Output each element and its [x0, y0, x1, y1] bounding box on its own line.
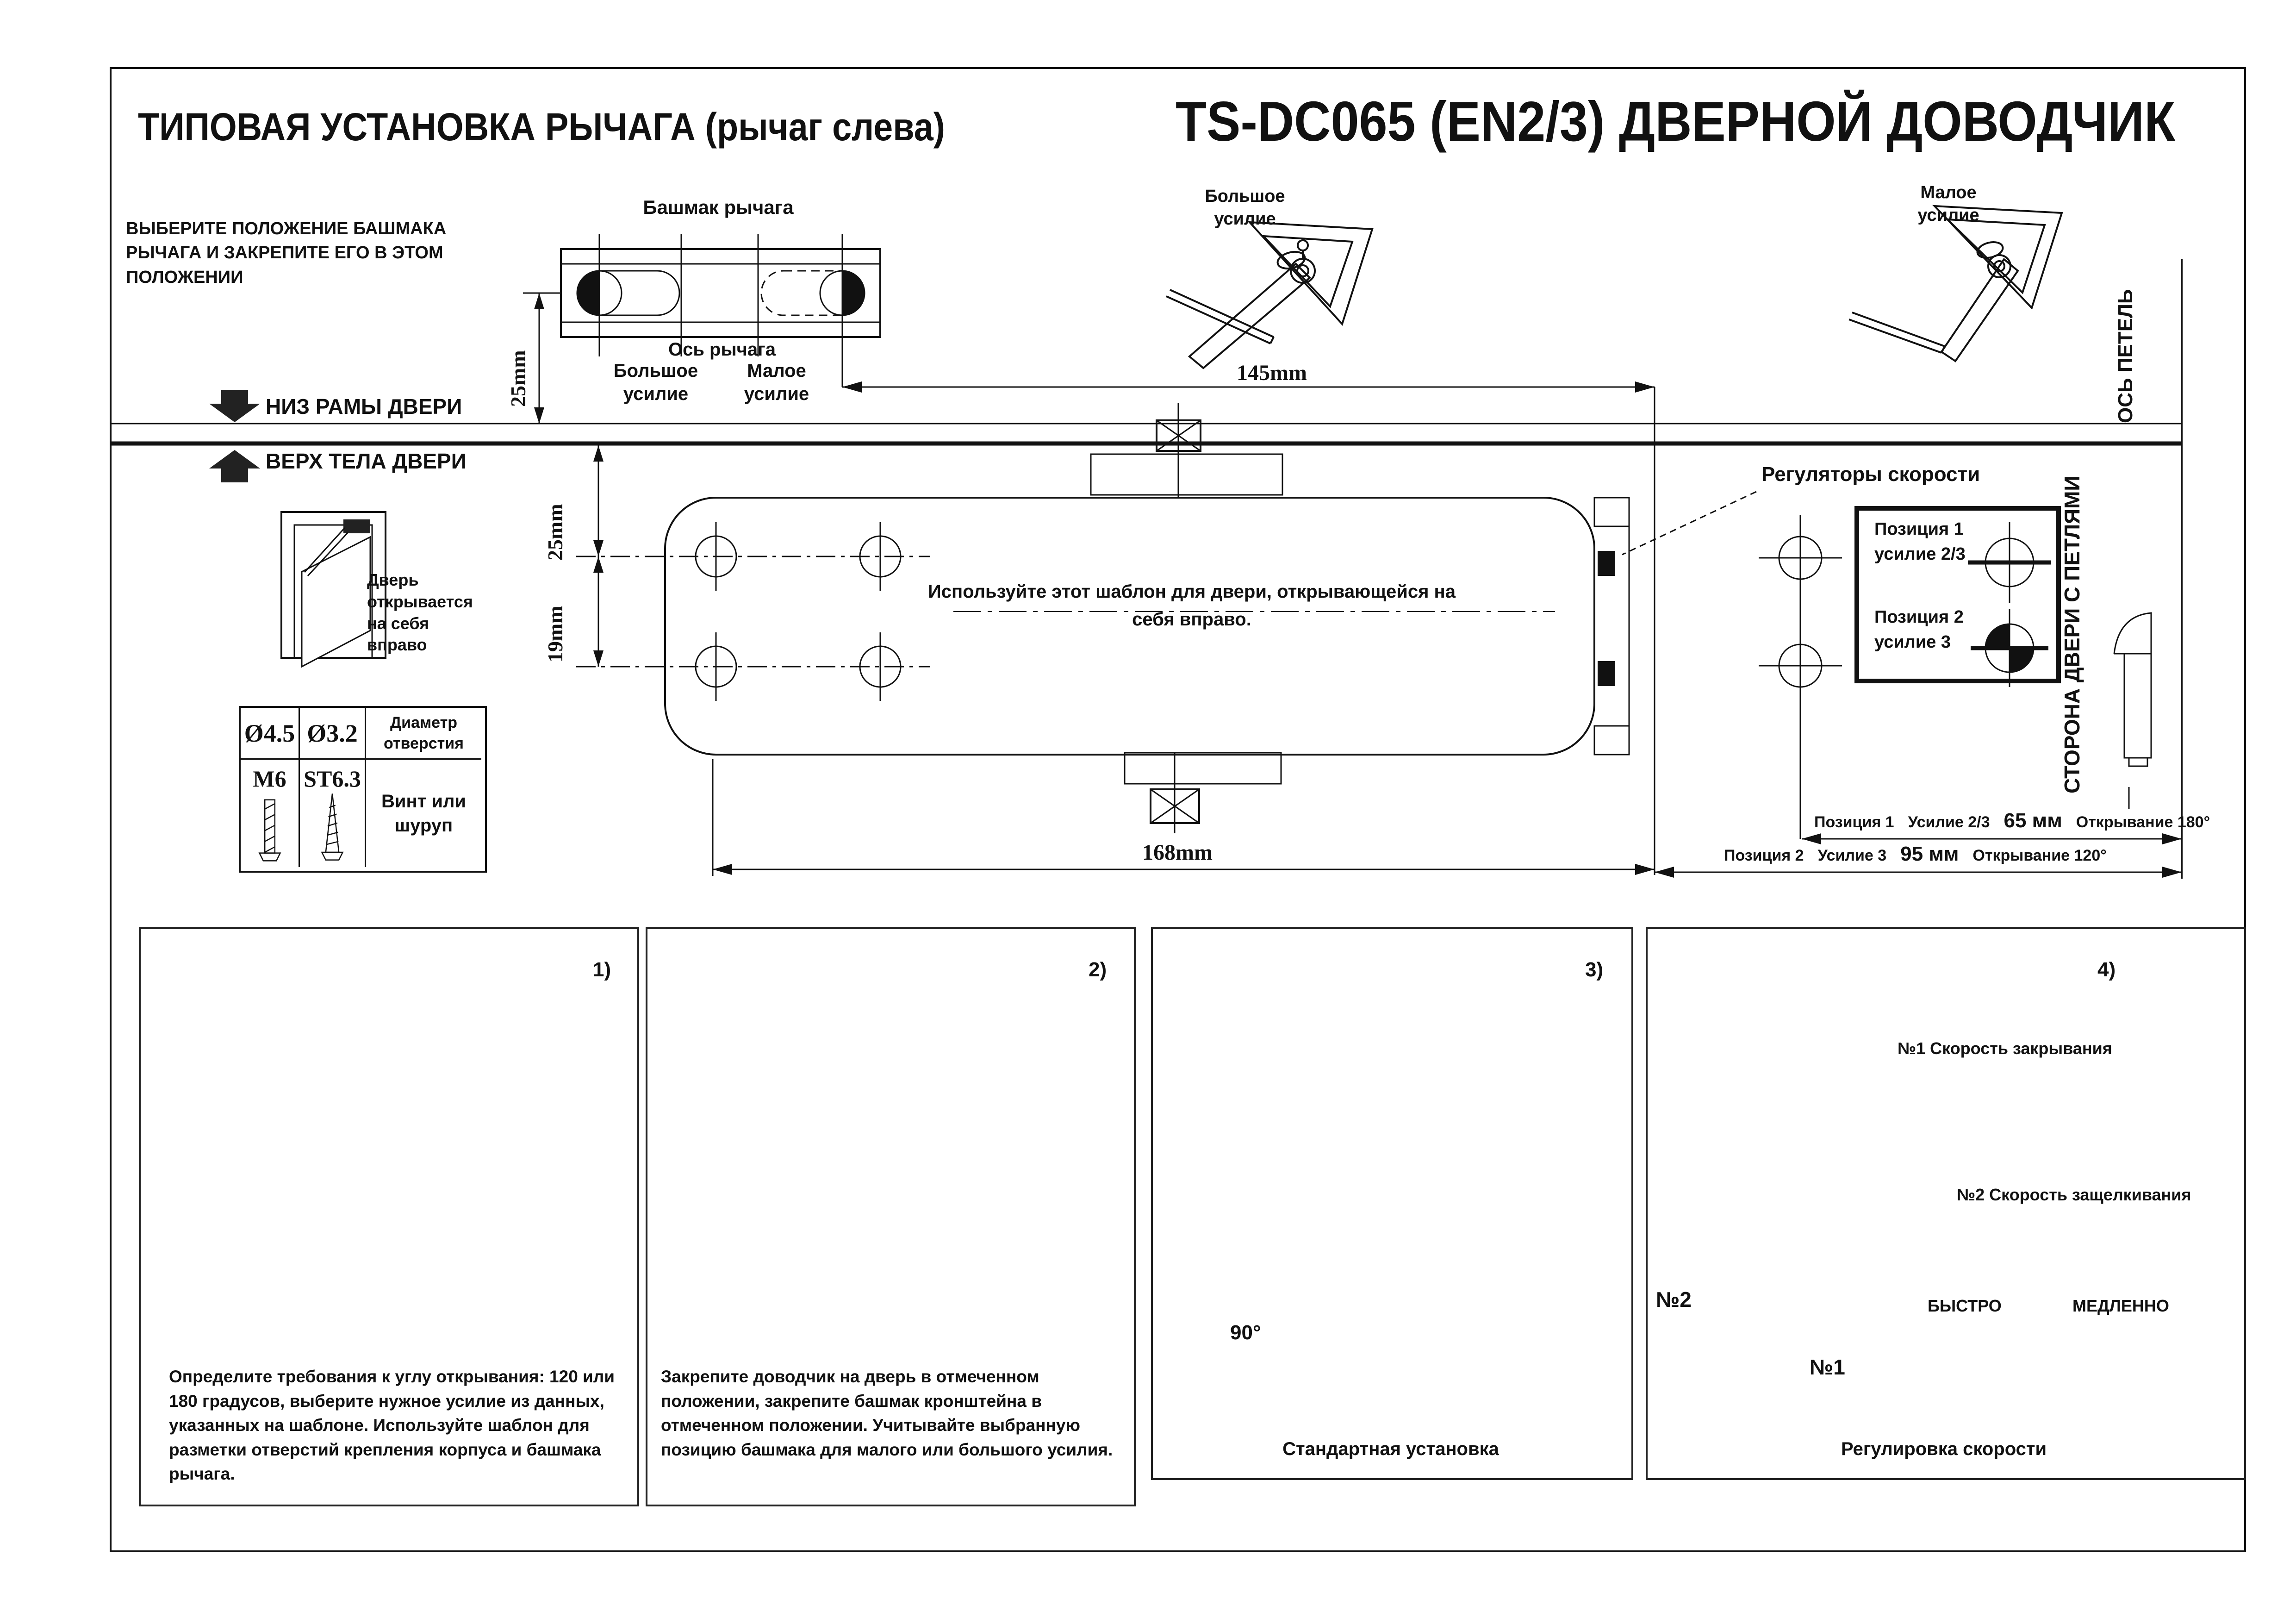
position1-distance: 65 мм — [2004, 809, 2062, 832]
dim-25-shoe-label: 25mm — [506, 350, 530, 407]
panel2-number: 2) — [1089, 958, 1107, 981]
machine-screw-icon — [254, 792, 286, 862]
panel4-number: 4) — [2097, 958, 2116, 981]
page-title-text: ТИПОВАЯ УСТАНОВКА РЫЧАГА (рычаг слева) — [138, 105, 945, 149]
shoe-force-large-label: Большое усилие — [613, 361, 698, 404]
dim-168-label: 168mm — [1142, 840, 1213, 865]
table-cell-slabel: Винт или шуруп — [381, 791, 466, 836]
panel4-n1-label: №1 Скорость закрывания — [1898, 1039, 2112, 1058]
table-cell-d2: Ø3.2 — [300, 708, 366, 760]
regulators-label: Регуляторы скорости — [1761, 463, 1980, 486]
legend-pos2: Позиция 2 — [1874, 607, 1964, 627]
dim-25-label: 25mm — [543, 504, 567, 561]
arm-large-drawing — [1166, 222, 1372, 368]
panel2-caption: Закрепите доводчик на дверь в отмеченном положении, закрепите башмак кронштейна в отмеченном положении. Учитывайте выбранную позицию башмака для малого или большого усилия. — [661, 1367, 1113, 1459]
panel4-n1-mark: №1 — [1810, 1355, 1845, 1379]
position2-name: Позиция 2 — [1724, 847, 1804, 864]
shoe-force-small-label: Малое усилие — [744, 361, 809, 404]
shoe-axis-label: Ось рычага — [668, 339, 776, 360]
closer-side-view — [2114, 613, 2151, 766]
up-arrow-icon — [209, 450, 260, 482]
panel3-number: 3) — [1585, 958, 1604, 981]
template-note: Используйте этот шаблон для двери, открывающейся на себя вправо. — [928, 581, 1456, 630]
position1-hole-icon — [1968, 522, 2051, 603]
position2-opening: Открывание 120° — [1972, 847, 2107, 864]
product-title-text: TS-DC065 (EN2/3) ДВЕРНОЙ ДОВОДЧИК — [1176, 90, 2176, 153]
door-note: Дверь открывается на себя вправо — [367, 570, 473, 655]
frame-bottom-label: НИЗ РАМЫ ДВЕРИ — [266, 394, 462, 418]
position1-spec — [1814, 809, 2210, 832]
legend-pos2-force: усилие 3 — [1874, 632, 1951, 652]
door-top-label: ВЕРХ ТЕЛА ДВЕРИ — [266, 449, 467, 473]
instruction-note: ВЫБЕРИТЕ ПОЛОЖЕНИЕ БАШМАКА РЫЧАГА И ЗАКРЕПИТЕ ЕГО В ЭТОМ ПОЛОЖЕНИИ — [126, 219, 447, 287]
regulators-leader — [1622, 492, 1756, 555]
panel1-number: 1) — [593, 958, 611, 981]
m6-label: M6 — [253, 766, 286, 792]
drill-table — [239, 706, 487, 873]
arm-large-label: Большое усилие — [1205, 187, 1285, 229]
legend-pos1-force: усилие 2/3 — [1874, 544, 1966, 564]
hinge-side-vertical-label: СТОРОНА ДВЕРИ С ПЕТЛЯМИ — [2060, 475, 2084, 793]
arm-small-drawing — [1849, 206, 2062, 361]
dim-25-shoe-lines — [534, 293, 544, 424]
position2-force: Усилие 3 — [1817, 847, 1887, 864]
hinge-axis-vertical-label: ОСЬ ПЕТЕЛЬ — [2114, 289, 2137, 423]
panel3-angle-label: 90° — [1230, 1321, 1261, 1344]
table-cell-s2 — [300, 760, 366, 867]
shoe-title: Башмак рычага — [643, 196, 794, 218]
dim-25-19-lines — [593, 443, 604, 667]
panel4-n2-mark: №2 — [1656, 1287, 1692, 1312]
table-cell-s1 — [241, 760, 300, 867]
position1-opening: Открывание 180° — [2076, 813, 2210, 831]
position1-name: Позиция 1 — [1814, 813, 1894, 831]
top-bracket-mark — [1091, 403, 1282, 498]
panel4-slow-label: МЕДЛЕННО — [2072, 1296, 2169, 1315]
table-cell-d1: Ø4.5 — [241, 708, 300, 760]
arm-small-label: Малое усилие — [1917, 183, 1979, 225]
dim-145-label: 145mm — [1237, 361, 1307, 385]
panel-3 — [1151, 927, 1633, 1480]
position2-spec — [1724, 843, 2107, 866]
wood-screw-icon — [316, 792, 348, 862]
bottom-bracket-mark — [1125, 753, 1281, 833]
down-arrow-icon — [209, 390, 260, 422]
panel4-caption: Регулировка скорости — [1841, 1439, 2047, 1459]
position2-hole-icon — [1971, 609, 2048, 687]
panel4-n2-label: №2 Скорость защелкивания — [1957, 1185, 2191, 1204]
position2-distance: 95 мм — [1900, 843, 1959, 865]
page-title — [138, 105, 1035, 150]
dim-19-label: 19mm — [543, 606, 567, 662]
product-title — [1064, 89, 2176, 154]
panel4-fast-label: БЫСТРО — [1928, 1296, 2002, 1315]
st63-label: ST6.3 — [304, 766, 361, 792]
legend-pos1: Позиция 1 — [1874, 519, 1964, 539]
position1-force: Усилие 2/3 — [1908, 813, 1990, 831]
panel1-caption: Определите требования к углу открывания: 120 или 180 градусов, выберите нужное усилие из данных, указанных на шаблоне. Используйте шаблон для разметки отверстий крепления корпуса и башмака рычага. — [169, 1367, 615, 1484]
position2-dim-line — [1655, 867, 2182, 878]
template-holes — [696, 515, 1842, 839]
table-cell-dlabel: Диаметр отверстия — [366, 708, 481, 760]
panel3-caption: Стандартная установка — [1282, 1439, 1499, 1459]
